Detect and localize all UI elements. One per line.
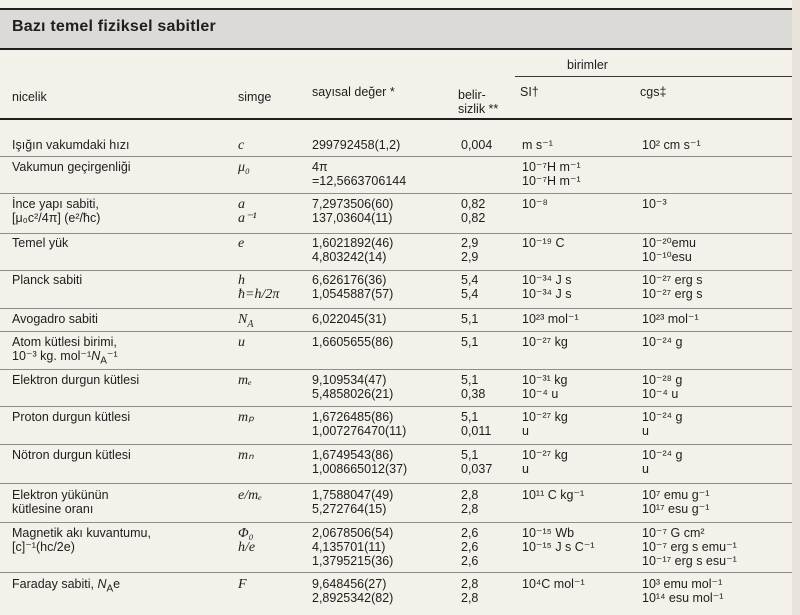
cell-si: 10¹¹ C kg⁻¹ — [522, 488, 585, 502]
cell-symbol: $N_A$ — [238, 312, 254, 330]
header-birimler: birimler — [567, 58, 608, 72]
cell-cgs: 10²³ mol⁻¹ — [642, 312, 699, 326]
cell-unc: 5,4 — [461, 287, 479, 301]
row-divider — [0, 308, 792, 309]
cell-cgs: u — [642, 462, 649, 476]
cell-symbol: h — [238, 273, 245, 288]
row-divider — [0, 369, 792, 370]
cell-name: [c]⁻¹(hc/2e) — [12, 540, 75, 554]
cell-name: İnce yapı sabiti, — [12, 197, 99, 211]
cell-si: u — [522, 424, 529, 438]
cell-cgs: 10⁻²⁰emu — [642, 236, 696, 250]
cell-value: 1,6605655(86) — [312, 335, 394, 349]
row-divider — [0, 156, 792, 157]
cell-unc: 5,1 — [461, 312, 479, 326]
cell-unc: 5,1 — [461, 448, 479, 462]
cell-value: 1,007276470(11) — [312, 424, 407, 438]
cell-value: 5,272764(15) — [312, 502, 387, 516]
cell-value: 1,6726485(86) — [312, 410, 394, 424]
cell-unc: 2,6 — [461, 554, 479, 568]
cell-value: 2,8925342(82) — [312, 591, 394, 605]
cell-unc: 0,004 — [461, 138, 493, 152]
row-divider — [0, 270, 792, 271]
cell-si: 10⁻⁷H m⁻¹ — [522, 174, 581, 188]
cell-value: 1,008665012(37) — [312, 462, 408, 476]
cell-symbol: h/e — [238, 540, 256, 555]
row-divider — [0, 193, 792, 194]
cell-si: u — [522, 462, 529, 476]
cell-si: 10⁻²⁷ kg — [522, 335, 568, 349]
cell-unc: 0,011 — [461, 424, 492, 438]
header-sayisal: sayısal değer * — [312, 85, 395, 99]
cell-si: 10⁻¹⁹ C — [522, 236, 565, 250]
cell-name: Elektron yükünün — [12, 488, 109, 502]
cell-cgs: 10⁻¹⁰esu — [642, 250, 692, 264]
cell-cgs: 10⁻⁷ erg s emu⁻¹ — [642, 540, 737, 554]
cell-value: 1,3795215(36) — [312, 554, 394, 568]
cell-value: 4,135701(11) — [312, 540, 386, 554]
cell-name: [μ₀c²/4π] (e²/ħc) — [12, 211, 101, 225]
cell-value: 4,803242(14) — [312, 250, 387, 264]
cell-unc: 0,38 — [461, 387, 486, 401]
cell-symbol: mₚ — [238, 410, 255, 425]
cell-unc: 2,8 — [461, 488, 479, 502]
cell-value: 299792458(1,2) — [312, 138, 401, 152]
header-bottom-rule — [0, 118, 792, 120]
cell-cgs: 10⁻¹⁷ erg s esu⁻¹ — [642, 554, 737, 568]
cell-si: 10⁻⁴ u — [522, 387, 559, 401]
cell-symbol: mₑ — [238, 373, 252, 388]
cell-unc: 5,4 — [461, 273, 479, 287]
cell-si: 10⁴C mol⁻¹ — [522, 577, 585, 591]
header-cgs: cgs‡ — [640, 85, 667, 99]
cell-cgs: 10⁻²⁷ erg s — [642, 287, 703, 301]
cell-cgs: 10⁻²⁴ g — [642, 410, 683, 424]
cell-symbol: mₙ — [238, 448, 254, 463]
cell-symbol: c — [238, 138, 245, 153]
cell-cgs: 10⁷ emu g⁻¹ — [642, 488, 710, 502]
cell-symbol: u — [238, 335, 245, 350]
header-simge: simge — [238, 90, 272, 104]
cell-value: 9,109534(47) — [312, 373, 387, 387]
cell-cgs: 10³ emu mol⁻¹ — [642, 577, 723, 591]
cell-name: Elektron durgun kütlesi — [12, 373, 140, 387]
cell-unc: 2,9 — [461, 250, 479, 264]
cell-value: 137,03604(11) — [312, 211, 393, 225]
header-belirsizlik: belir- sizlik ** — [458, 88, 499, 116]
cell-unc: 2,6 — [461, 526, 479, 540]
cell-value: 6,626176(36) — [312, 273, 387, 287]
row-divider — [0, 572, 792, 573]
cell-si: 10⁻⁷H m⁻¹ — [522, 160, 581, 174]
cell-name: 10⁻³ kg. $mol^{-1}N_A^{-1}$ — [12, 349, 118, 367]
cell-unc: 2,9 — [461, 236, 479, 250]
row-divider — [0, 444, 792, 445]
cell-unc: 2,8 — [461, 577, 479, 591]
cell-name: Magnetik akı kuvantumu, — [12, 526, 151, 540]
cell-unc: 2,6 — [461, 540, 479, 554]
cell-value: 5,4858026(21) — [312, 387, 394, 401]
cell-value: 4π — [312, 160, 328, 174]
cell-unc: 0,82 — [461, 211, 486, 225]
cell-cgs: 10⁻²⁸ g — [642, 373, 683, 387]
cell-name: Faraday sabiti, $N_Ae$ — [12, 577, 121, 595]
cell-cgs: 10⁻⁴ u — [642, 387, 679, 401]
cell-si: m s⁻¹ — [522, 138, 553, 152]
cell-unc: 5,1 — [461, 335, 479, 349]
cell-symbol: F — [238, 577, 247, 592]
cell-cgs: 10⁻³ — [642, 197, 667, 211]
cell-si: 10⁻²⁷ kg — [522, 410, 568, 424]
cell-cgs: u — [642, 424, 649, 438]
cell-si: 10⁻³⁴ J s — [522, 287, 572, 301]
cell-value: 2,0678506(54) — [312, 526, 394, 540]
table-title: Bazı temel fiziksel sabitler — [12, 18, 216, 35]
row-divider — [0, 233, 792, 234]
cell-symbol: ħ=h/2π — [238, 287, 280, 302]
cell-name: Vakumun geçirgenliği — [12, 160, 131, 174]
cell-unc: 0,82 — [461, 197, 486, 211]
cell-symbol: a⁻¹ — [238, 211, 257, 226]
cell-symbol: e/mₑ — [238, 488, 262, 503]
cell-name: Işığın vakumdaki hızı — [12, 138, 130, 152]
cell-cgs: 10⁻²⁷ erg s — [642, 273, 703, 287]
birimler-underline — [515, 76, 792, 77]
cell-name: Avogadro sabiti — [12, 312, 98, 326]
row-divider — [0, 406, 792, 407]
cell-cgs: 10¹⁴ esu mol⁻¹ — [642, 591, 724, 605]
cell-name: kütlesine oranı — [12, 502, 94, 516]
cell-value: 9,648456(27) — [312, 577, 387, 591]
cell-value: 1,6021892(46) — [312, 236, 394, 250]
cell-symbol: a — [238, 197, 245, 212]
cell-value: 7,2973506(60) — [312, 197, 394, 211]
row-divider — [0, 522, 792, 523]
cell-si: 10²³ mol⁻¹ — [522, 312, 579, 326]
cell-si: 10⁻³⁴ J s — [522, 273, 572, 287]
page-edge — [792, 0, 800, 615]
header-si: SI† — [520, 85, 539, 99]
cell-cgs: 10¹⁷ esu g⁻¹ — [642, 502, 710, 516]
cell-value: 1,6749543(86) — [312, 448, 394, 462]
header-nicelik: nicelik — [12, 90, 47, 104]
cell-name: Nötron durgun kütlesi — [12, 448, 131, 462]
cell-name: Proton durgun kütlesi — [12, 410, 131, 424]
cell-value: 1,7588047(49) — [312, 488, 394, 502]
cell-unc: 2,8 — [461, 502, 479, 516]
cell-value: 1,0545887(57) — [312, 287, 394, 301]
cell-name: Planck sabiti — [12, 273, 83, 287]
cell-unc: 5,1 — [461, 410, 479, 424]
cell-cgs: 10⁻²⁴ g — [642, 335, 683, 349]
cell-unc: 0,037 — [461, 462, 493, 476]
cell-unc: 2,8 — [461, 591, 479, 605]
row-divider — [0, 331, 792, 332]
cell-symbol: μ₀ — [238, 160, 250, 175]
cell-si: 10⁻¹⁵ Wb — [522, 526, 575, 540]
cell-name: Atom kütlesi birimi, — [12, 335, 117, 349]
cell-si: 10⁻²⁷ kg — [522, 448, 568, 462]
cell-si: 10⁻⁸ — [522, 197, 548, 211]
cell-unc: 5,1 — [461, 373, 479, 387]
row-divider — [0, 483, 792, 484]
cell-symbol: e — [238, 236, 245, 251]
cell-value: =12,5663706144 — [312, 174, 407, 188]
cell-value: 6,022045(31) — [312, 312, 387, 326]
cell-cgs: 10⁻²⁴ g — [642, 448, 683, 462]
cell-name: Temel yük — [12, 236, 69, 250]
cell-si: 10⁻¹⁵ J s C⁻¹ — [522, 540, 595, 554]
cell-cgs: 10⁻⁷ G cm² — [642, 526, 705, 540]
table-title-bar — [0, 8, 792, 50]
cell-si: 10⁻³¹ kg — [522, 373, 568, 387]
cell-symbol: Φ₀ — [238, 526, 254, 541]
cell-cgs: 10² cm s⁻¹ — [642, 138, 701, 152]
